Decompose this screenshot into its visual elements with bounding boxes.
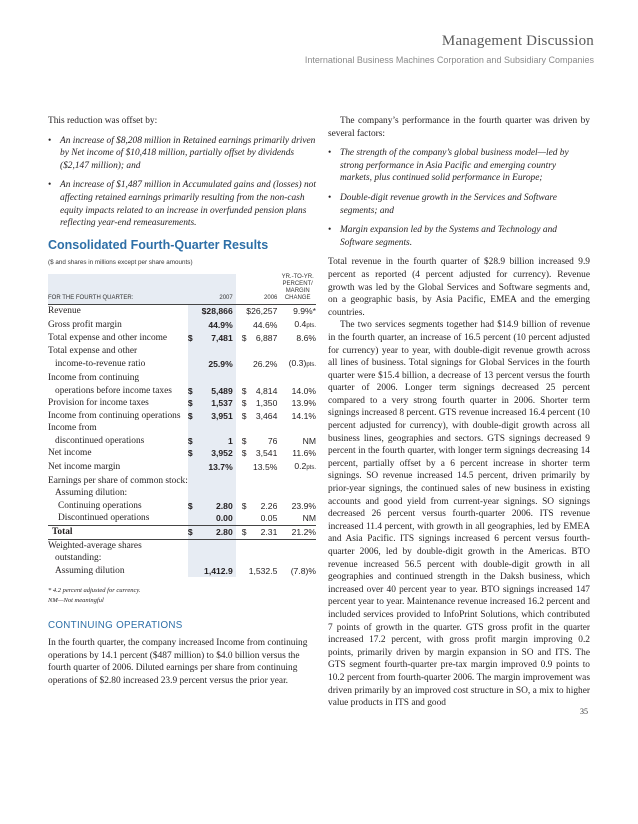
value-2007 — [188, 304, 236, 317]
row-label: income-to-revenue ratio — [55, 359, 146, 370]
value-2006-text: 0.05 — [260, 513, 278, 524]
table-row — [48, 552, 316, 565]
right-bullet-1: • The strength of the company’s global business model—led by strong performance in Asia Pacific and emerging country markets, plus continued solid performance in Europe; — [328, 147, 590, 185]
value-2006 — [236, 475, 280, 488]
value-2007 — [188, 385, 236, 398]
currency-symbol: $ — [241, 398, 247, 409]
value-change — [279, 552, 316, 565]
value-change — [279, 372, 316, 385]
table-row — [48, 565, 316, 578]
value-2006-text: 1,532.5 — [248, 565, 278, 576]
currency-symbol: $ — [187, 385, 193, 396]
value-2007-text: 44.9% — [208, 319, 233, 330]
value-2006 — [236, 435, 280, 448]
value-2006 — [236, 410, 280, 423]
value-change — [279, 460, 316, 475]
value-2007 — [188, 397, 236, 410]
value-2006 — [236, 318, 280, 333]
value-2006-text: 26.2% — [253, 359, 278, 370]
value-change-text: 14.1% — [291, 410, 316, 421]
left-bullet-1: • An increase of $8,208 million in Retained earnings primarily driven by Net income of $10,418 million, partially offset by dividends ($2,147 million); and — [48, 135, 316, 173]
row-label: Assuming dilution: — [55, 488, 128, 499]
value-2007-text: 2.80 — [216, 527, 233, 538]
table-row — [48, 422, 316, 435]
row-label: Income from continuing operations — [48, 410, 181, 421]
value-2007 — [188, 332, 236, 345]
value-2007-text: 0.00 — [216, 513, 233, 524]
table-row — [48, 345, 316, 358]
table-row — [48, 512, 316, 525]
right-bullet-3: • Margin expansion led by the Systems and Technology and Software segments. — [328, 224, 590, 249]
value-2006 — [236, 372, 280, 385]
row-label: Revenue — [48, 304, 188, 317]
row-label: Total — [48, 526, 188, 540]
value-2007-text: 7,481 — [211, 333, 233, 344]
value-2006-text: $26,257 — [246, 305, 278, 316]
value-2007 — [188, 410, 236, 423]
row-label: Net income — [48, 448, 92, 459]
unit-label: pts. — [306, 322, 316, 329]
value-2006 — [236, 357, 280, 372]
value-change — [279, 422, 316, 435]
currency-symbol: $ — [187, 333, 193, 344]
value-2007-text: 3,952 — [211, 448, 233, 459]
table-row — [48, 372, 316, 385]
table-footnotes — [48, 586, 316, 606]
value-2006 — [236, 512, 280, 525]
value-change — [279, 397, 316, 410]
value-2007 — [188, 318, 236, 333]
value-change-text: NM — [302, 435, 316, 446]
value-change — [279, 565, 316, 578]
unit-label: pts. — [306, 465, 316, 472]
right-paragraph-revenue: Total revenue in the fourth quarter of $28.9 billion increased 9.9 percent as reported (4 percent adjusted for currency). Revenue growth was led by the Global Services and Software segments and, on a geographic basis, by Asia Pacific, EMEA and the emerging countries. — [328, 257, 590, 318]
currency-symbol: $ — [187, 410, 193, 421]
currency-symbol: $ — [187, 398, 193, 409]
value-2006 — [236, 332, 280, 345]
table-row — [48, 539, 316, 552]
value-2007 — [188, 526, 236, 540]
table-header-2006: 2006 — [236, 274, 280, 305]
continuing-operations-heading: CONTINUING OPERATIONS — [48, 620, 183, 632]
value-2007 — [188, 447, 236, 460]
table-row — [48, 385, 316, 398]
value-2007-text: 2.80 — [216, 500, 233, 511]
value-change-text: 8.6% — [296, 333, 316, 344]
table-row — [48, 318, 316, 333]
currency-symbol: $ — [187, 527, 193, 538]
value-change — [279, 318, 316, 333]
right-paragraph-services: The two services segments together had $14.9 billion of revenue in the fourth quarter, an increase of 16.5 percent (10 percent adjusted for currency) year to year, with double-digit revenue growth across all lines of business. Total signings for Global Services in the fourth quarter were $15.4 billion, a decrease of 13 percent versus the fourth quarter of 2006. Longer term signings decreased 25 percent compared to a very strong fourth quarter in 2006. Shorter term signings increased 8 percent. GTS revenue increased 16.4 percent (10 percent adjusted for currency), with double-digit growth across all business lines, geographies and sectors. GTS signings decreased 9 percent in the fourth quarter, with longer term signings decreasing 14 percent, partially offset by a 6 percent increase in shorter term signings. SO revenue increased 14.5 percent, driven primarily by prior-year signings, the continued sales of new business in existing accounts and good yield from current-year signings. SO signings decreased 26 percent versus fourth-quarter 2006. ITS revenue increased 11.4 percent, with growth in all geographies, led by EMEA and Asia Pacific. ITS signings increased 6 percent versus fourth-quarter 2006, led by double-digit growth in the Americas. BTO revenue increased 56.5 percent with double-digit growth in all geographies and continued strength in the Daksh business, which increased over 40 percent year to year. BTO signings increased 147 percent year to year. Maintenance revenue increased 16.2 percent and included services provided to InfoPrint Solutions, which contributed 7 points of growth in the quarter. GTS gross profit in the quarter increased 17.2 percent, with gross profit margin improving 0.2 points, primarily driven by margin expansion in SO and ITS. The GTS segment fourth-quarter pre-tax margin improved 0.9 points to 10.2 percent from fourth-quarter 2006. The margin improvement was driven primarily by an improved cost structure in SO, a mix to higher value products in ITS and good — [328, 320, 590, 709]
table-row — [48, 304, 316, 317]
value-2007 — [188, 372, 236, 385]
value-change-text: 23.9% — [291, 500, 316, 511]
fourth-quarter-results-table — [48, 274, 316, 577]
table-row — [48, 435, 316, 448]
table-row — [48, 357, 316, 372]
currency-symbol: $ — [241, 448, 247, 459]
value-change — [279, 410, 316, 423]
value-2006-text: 2.31 — [260, 527, 278, 538]
value-change-text: NM — [302, 513, 316, 524]
row-label: Gross profit margin — [48, 319, 122, 330]
value-2006-text: 3,541 — [255, 448, 278, 459]
currency-symbol: $ — [187, 448, 193, 459]
row-label: Provision for income taxes — [48, 398, 149, 409]
footnote-nm: NM—Not meaningful — [48, 597, 104, 605]
table-row — [48, 500, 316, 513]
section-title: Consolidated Fourth-Quarter Results — [48, 237, 269, 252]
value-change-text: 14.0% — [291, 385, 316, 396]
left-column — [48, 115, 316, 687]
value-change — [279, 357, 316, 372]
value-change — [279, 447, 316, 460]
value-2006-text: 4,814 — [255, 385, 278, 396]
currency-symbol: $ — [241, 385, 247, 396]
value-2006-text: 6,887 — [255, 333, 278, 344]
value-2006 — [236, 460, 280, 475]
running-header-title: Management Discussion — [441, 33, 594, 49]
row-label: Earnings per share of common stock: — [48, 475, 188, 486]
table-row — [48, 397, 316, 410]
value-change-text: (7.8)% — [290, 565, 316, 576]
table-header-label: FOR THE FOURTH QUARTER: — [48, 274, 188, 305]
value-2007 — [188, 539, 236, 552]
value-2007-text: 1 — [227, 435, 233, 446]
table-row — [48, 332, 316, 345]
value-2006 — [236, 304, 280, 317]
row-label: Continuing operations — [58, 500, 142, 511]
row-label: operations before income taxes — [55, 385, 172, 396]
left-intro: This reduction was offset by: — [48, 116, 158, 126]
right-column — [328, 115, 590, 710]
value-2006-text: 44.6% — [253, 319, 278, 330]
value-2007 — [188, 357, 236, 372]
value-change — [279, 435, 316, 448]
value-change-text: 0.2 — [294, 461, 307, 472]
right-bullet-list — [328, 147, 590, 249]
page-number: 35 — [580, 707, 588, 716]
table-units-note: ($ and shares in millions except per share amounts) — [48, 259, 193, 267]
value-2007-text: 1,537 — [211, 398, 233, 409]
value-2006 — [236, 552, 280, 565]
left-bullet-list — [48, 135, 316, 230]
value-2006-text: 13.5% — [253, 462, 278, 473]
currency-symbol: $ — [241, 333, 247, 344]
value-2007 — [188, 422, 236, 435]
value-2007 — [188, 500, 236, 513]
table-row — [48, 526, 316, 540]
right-intro: The company’s performance in the fourth quarter was driven by several factors: — [328, 116, 590, 139]
row-label: Net income margin — [48, 462, 121, 473]
continuing-operations-paragraph: In the fourth quarter, the company increased Income from continuing operations by 14.1 percent ($487 million) to $4.0 billion versus the fourth quarter of 2006. Diluted earnings per share from continuing operations of $2.80 increased 23.9 percent versus the prior year. — [48, 638, 308, 686]
value-2007-text: 13.7% — [208, 462, 233, 473]
value-2007 — [188, 460, 236, 475]
value-change — [279, 332, 316, 345]
value-change-text: 21.2% — [291, 527, 316, 538]
currency-symbol: $ — [187, 500, 193, 511]
row-label: Discontinued operations — [48, 512, 188, 525]
value-2007 — [188, 435, 236, 448]
value-change — [279, 526, 316, 540]
table-header-change: YR.-TO-YR. PERCENT/ MARGIN CHANGE — [279, 274, 316, 305]
currency-symbol: $ — [241, 435, 247, 446]
value-2006-text: 2.26 — [260, 500, 278, 511]
value-change — [279, 475, 316, 488]
table-body — [48, 304, 316, 577]
value-change — [279, 512, 316, 525]
value-change — [279, 304, 316, 317]
value-2007-text: 1,412.9 — [204, 565, 233, 576]
table-header-2007: 2007 — [188, 274, 236, 305]
row-label: Total expense and other income — [48, 333, 168, 344]
row-label: Income from continuing — [48, 372, 140, 383]
value-2006 — [236, 500, 280, 513]
value-2006 — [236, 397, 280, 410]
left-bullet-2: • An increase of $1,487 million in Accumulated gains and (losses) not affecting retained earnings primarily resulting from the non-cash equity impacts related to an increase in overfunded pension plans reflecting year-end remeasurements. — [48, 179, 316, 229]
table-row — [48, 487, 316, 500]
currency-symbol: $ — [241, 410, 247, 421]
row-label: outstanding: — [55, 553, 102, 564]
right-bullet-2: • Double-digit revenue growth in the Services and Software segments; and — [328, 192, 590, 217]
value-change — [279, 345, 316, 358]
currency-symbol: $ — [187, 435, 193, 446]
value-change — [279, 487, 316, 500]
value-2006-text: 76 — [267, 435, 278, 446]
value-change-text: 0.4 — [294, 318, 307, 329]
value-2007-text: $28,866 — [201, 305, 233, 316]
row-label: discontinued operations — [55, 435, 145, 446]
row-label: Total expense and other — [48, 345, 138, 356]
currency-symbol: $ — [241, 527, 247, 538]
row-label: Assuming dilution — [55, 565, 125, 576]
value-2007-text: 5,489 — [211, 385, 233, 396]
value-2006 — [236, 447, 280, 460]
value-2007 — [188, 487, 236, 500]
value-change — [279, 385, 316, 398]
value-2006 — [236, 385, 280, 398]
value-2006 — [236, 539, 280, 552]
value-2006-text: 3,464 — [255, 410, 278, 421]
value-2007 — [188, 565, 236, 578]
value-change-text: 13.9% — [291, 398, 316, 409]
table-row — [48, 460, 316, 475]
value-change-text: 9.9%* — [293, 305, 316, 316]
value-2006 — [236, 526, 280, 540]
currency-symbol: $ — [241, 500, 247, 511]
value-2007 — [188, 475, 236, 488]
value-2007-text: 25.9% — [208, 359, 233, 370]
value-2006-text: 1,350 — [255, 398, 278, 409]
value-change — [279, 539, 316, 552]
value-2007 — [188, 552, 236, 565]
table-row — [48, 447, 316, 460]
value-change — [279, 500, 316, 513]
row-label: Income from — [48, 423, 97, 434]
value-2006 — [236, 565, 280, 578]
value-change-text: (0.3) — [288, 358, 307, 369]
footnote-currency: * 4.2 percent adjusted for currency. — [48, 587, 141, 595]
table-row — [48, 475, 316, 488]
value-2007 — [188, 345, 236, 358]
value-2006 — [236, 422, 280, 435]
value-2006 — [236, 345, 280, 358]
value-2007-text: 3,951 — [211, 410, 233, 421]
value-2006 — [236, 487, 280, 500]
running-header-subtitle: International Business Machines Corporation and Subsidiary Companies — [304, 55, 594, 65]
row-label: Weighted-average shares — [48, 540, 142, 551]
value-change-text: 11.6% — [292, 448, 316, 459]
value-2007 — [188, 512, 236, 525]
unit-label: pts. — [306, 362, 316, 369]
table-row — [48, 410, 316, 423]
